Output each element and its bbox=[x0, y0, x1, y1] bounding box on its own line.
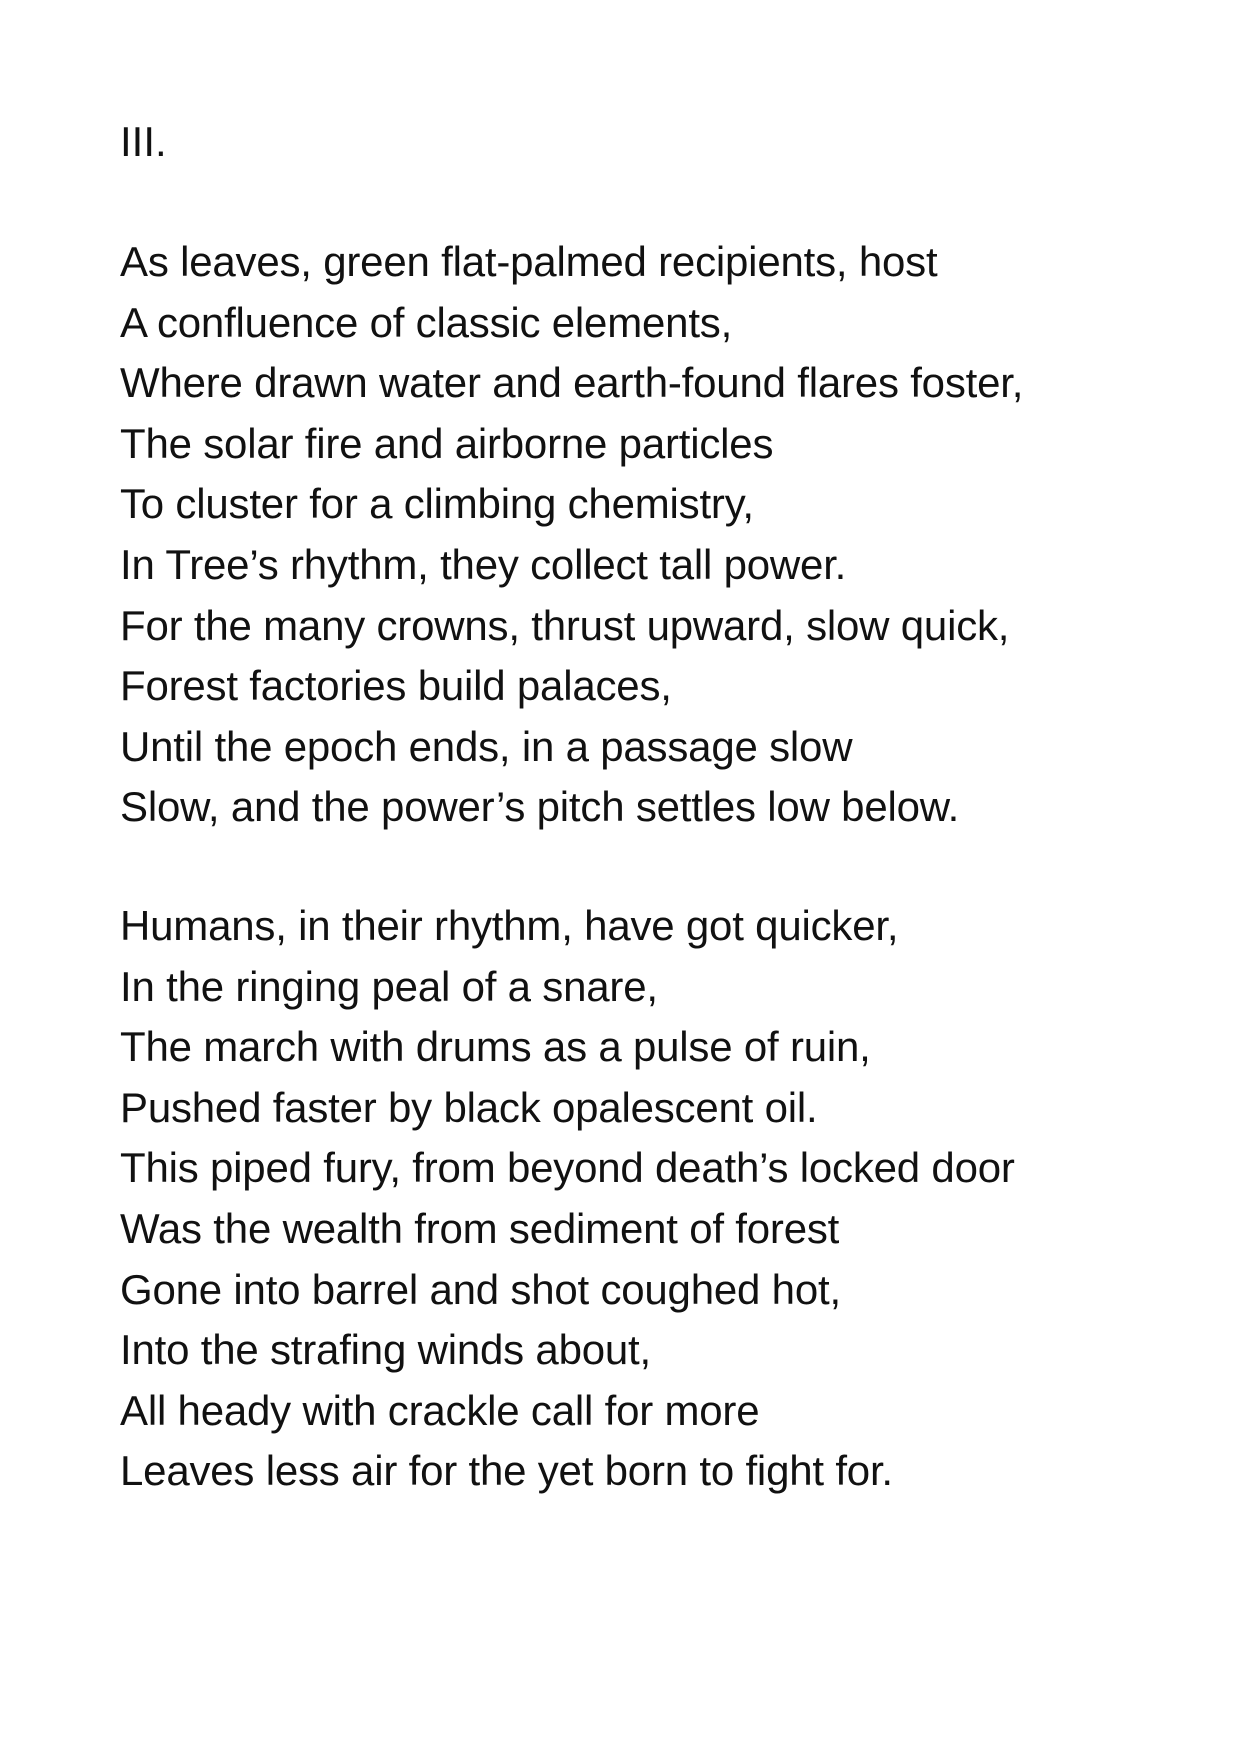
poem-line: For the many crowns, thrust upward, slow quick, bbox=[120, 601, 1010, 649]
poem-line: Where drawn water and earth-found flares foster, bbox=[120, 359, 1024, 407]
poem-line: In Tree’s rhythm, they collect tall power. bbox=[120, 540, 847, 588]
poem-line: The march with drums as a pulse of ruin, bbox=[120, 1023, 871, 1071]
poem-line: Humans, in their rhythm, have got quicker, bbox=[120, 902, 899, 949]
poem-line: All heady with crackle call for more bbox=[120, 1386, 760, 1434]
stanza-2 bbox=[120, 896, 1015, 1502]
poem-line: A confluence of classic elements, bbox=[120, 298, 733, 346]
poem-line: In the ringing peal of a snare, bbox=[120, 962, 658, 1010]
poem-line: Into the strafing winds about, bbox=[120, 1326, 651, 1374]
poem-line: Gone into barrel and shot coughed hot, bbox=[120, 1265, 841, 1313]
poem-line: Pushed faster by black opalescent oil. bbox=[120, 1083, 818, 1131]
poem-line: Leaves less air for the yet born to fight for. bbox=[120, 1447, 893, 1495]
poem-line: To cluster for a climbing chemistry, bbox=[120, 480, 754, 528]
poem-line: As leaves, green flat-palmed recipients, host bbox=[120, 238, 938, 285]
poem-line: Was the wealth from sediment of forest bbox=[120, 1204, 840, 1252]
section-number: III. bbox=[120, 118, 167, 165]
poem-line: Slow, and the power’s pitch settles low below. bbox=[120, 783, 960, 831]
poem-line: This piped fury, from beyond death’s locked door bbox=[120, 1144, 1015, 1192]
poem-line: The solar fire and airborne particles bbox=[120, 419, 774, 467]
poem-line: Until the epoch ends, in a passage slow bbox=[120, 722, 853, 770]
stanza-1 bbox=[120, 232, 1023, 838]
poem-line: Forest factories build palaces, bbox=[120, 662, 672, 710]
